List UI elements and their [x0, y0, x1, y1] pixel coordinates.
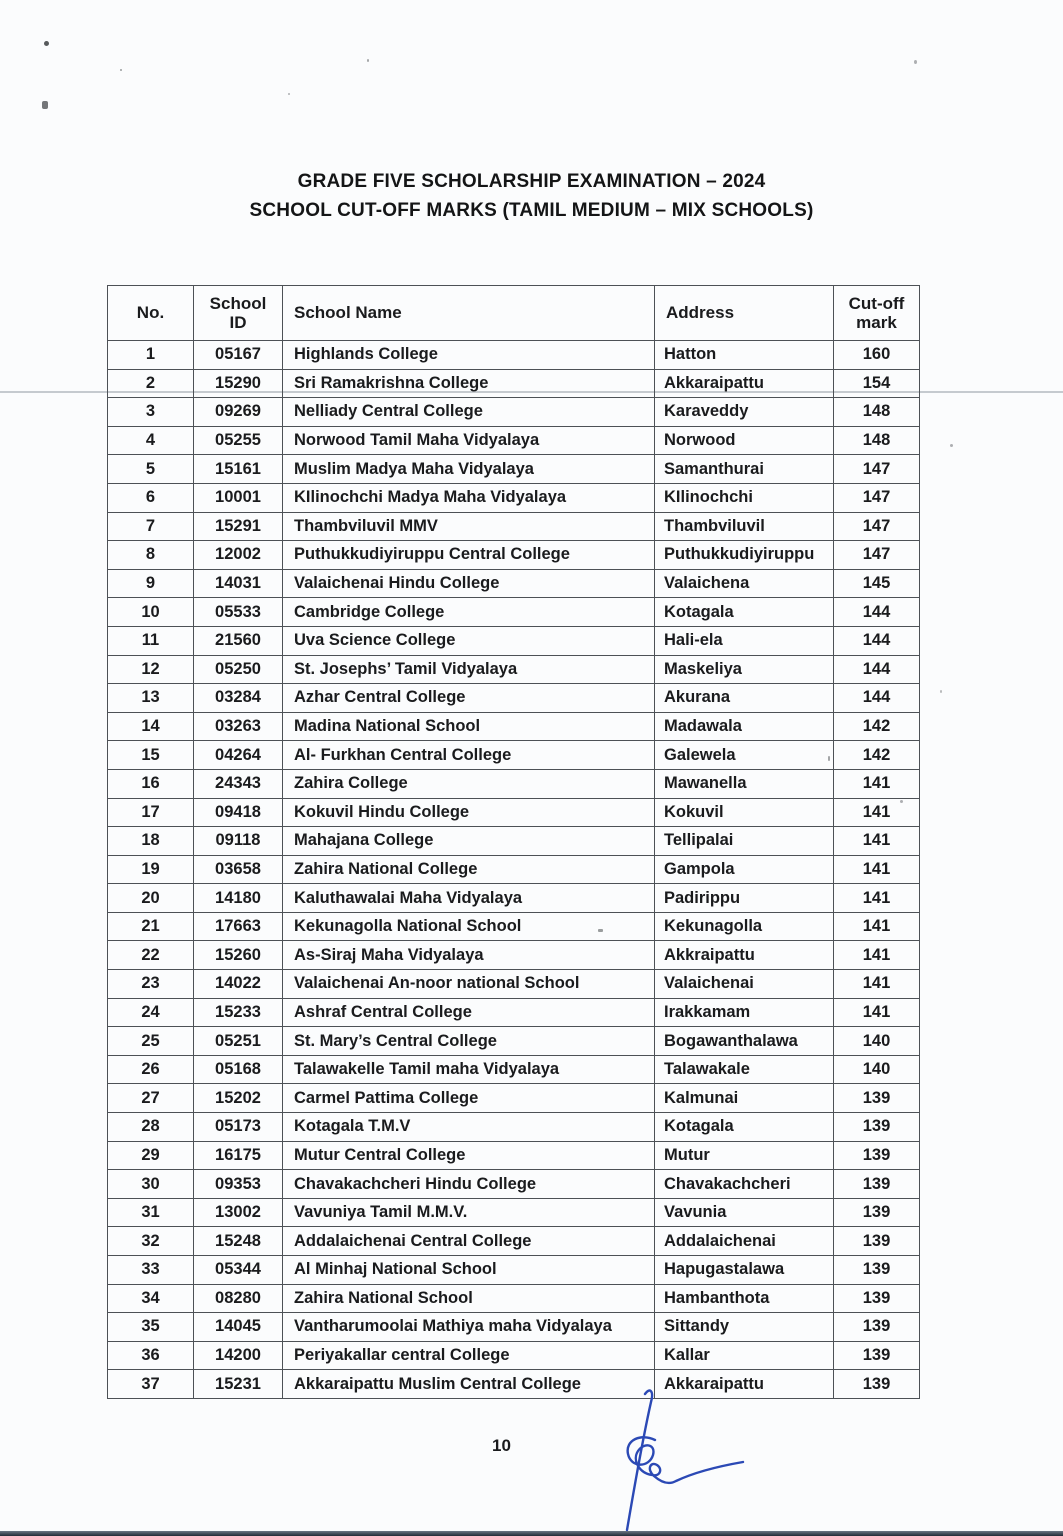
- cell-address: Akkraipattu: [655, 941, 834, 970]
- cell-no: 21: [108, 912, 194, 941]
- cell-cutoff-mark: 139: [834, 1284, 920, 1313]
- cell-school-id: 14180: [194, 884, 283, 913]
- cell-school-id: 09353: [194, 1170, 283, 1199]
- table-row: [108, 1113, 920, 1142]
- cell-school-id: 15260: [194, 941, 283, 970]
- cell-no: 23: [108, 970, 194, 999]
- cell-address: Hapugastalawa: [655, 1256, 834, 1285]
- scan-edge-bar: [0, 1531, 1063, 1536]
- cell-school-name: Mahajana College: [283, 827, 655, 856]
- cell-cutoff-mark: 139: [834, 1341, 920, 1370]
- cell-no: 32: [108, 1227, 194, 1256]
- header-cutoff-mark: Cut-off mark: [834, 286, 920, 341]
- cell-school-name: Cambridge College: [283, 598, 655, 627]
- cell-school-name: Azhar Central College: [283, 684, 655, 713]
- cell-cutoff-mark: 141: [834, 884, 920, 913]
- header-school-id: School ID: [194, 286, 283, 341]
- cell-address: Chavakachcheri: [655, 1170, 834, 1199]
- cell-address: Norwood: [655, 426, 834, 455]
- cell-school-id: 14200: [194, 1341, 283, 1370]
- cell-no: 19: [108, 855, 194, 884]
- cell-no: 33: [108, 1256, 194, 1285]
- cell-school-name: St. Josephs’ Tamil Vidyalaya: [283, 655, 655, 684]
- cell-school-name: Puthukkudiyiruppu Central College: [283, 541, 655, 570]
- cell-no: 3: [108, 398, 194, 427]
- cutoff-marks-table: [107, 285, 920, 1399]
- cell-address: Samanthurai: [655, 455, 834, 484]
- cell-school-id: 21560: [194, 626, 283, 655]
- table-row: [108, 1084, 920, 1113]
- cell-address: Hali-ela: [655, 626, 834, 655]
- cell-school-name: Akkaraipattu Muslim Central College: [283, 1370, 655, 1399]
- cell-school-id: 10001: [194, 483, 283, 512]
- cell-school-id: 14022: [194, 970, 283, 999]
- cell-school-id: 15233: [194, 998, 283, 1027]
- cell-cutoff-mark: 141: [834, 798, 920, 827]
- table-row: [108, 855, 920, 884]
- cell-no: 37: [108, 1370, 194, 1399]
- cell-cutoff-mark: 141: [834, 912, 920, 941]
- cell-school-id: 03658: [194, 855, 283, 884]
- cell-address: Valaichena: [655, 569, 834, 598]
- document-subtitle: SCHOOL CUT-OFF MARKS (TAMIL MEDIUM – MIX SCHOOLS): [249, 200, 814, 221]
- cell-address: KIlinochchi: [655, 483, 834, 512]
- table-row: [108, 1341, 920, 1370]
- table-row: [108, 998, 920, 1027]
- cell-address: Padirippu: [655, 884, 834, 913]
- page-number: 10: [492, 1436, 511, 1455]
- table-row: [108, 741, 920, 770]
- cell-school-id: 15161: [194, 455, 283, 484]
- table-row: [108, 1256, 920, 1285]
- cell-no: 26: [108, 1055, 194, 1084]
- table-body: [108, 341, 920, 1399]
- cell-school-id: 17663: [194, 912, 283, 941]
- table-row: [108, 684, 920, 713]
- cell-no: 31: [108, 1198, 194, 1227]
- cell-cutoff-mark: 144: [834, 626, 920, 655]
- cell-school-name: Addalaichenai Central College: [283, 1227, 655, 1256]
- cell-school-id: 09418: [194, 798, 283, 827]
- cell-school-id: 05255: [194, 426, 283, 455]
- scan-speck: [288, 93, 290, 95]
- table-row: [108, 541, 920, 570]
- table-row: [108, 1313, 920, 1342]
- cell-no: 4: [108, 426, 194, 455]
- table-row: [108, 798, 920, 827]
- cell-school-name: Norwood Tamil Maha Vidyalaya: [283, 426, 655, 455]
- cell-no: 20: [108, 884, 194, 913]
- cell-address: Addalaichenai: [655, 1227, 834, 1256]
- table-row: [108, 655, 920, 684]
- cell-school-id: 05168: [194, 1055, 283, 1084]
- cell-school-name: Valaichenai An-noor national School: [283, 970, 655, 999]
- cell-school-id: 03284: [194, 684, 283, 713]
- cell-school-name: Al Minhaj National School: [283, 1256, 655, 1285]
- cell-cutoff-mark: 147: [834, 512, 920, 541]
- cell-no: 28: [108, 1113, 194, 1142]
- cell-school-name: KIlinochchi Madya Maha Vidyalaya: [283, 483, 655, 512]
- cell-school-name: As-Siraj Maha Vidyalaya: [283, 941, 655, 970]
- cell-no: 24: [108, 998, 194, 1027]
- cell-no: 36: [108, 1341, 194, 1370]
- cell-address: Mutur: [655, 1141, 834, 1170]
- cell-school-id: 14045: [194, 1313, 283, 1342]
- cell-school-name: Zahira National College: [283, 855, 655, 884]
- cell-cutoff-mark: 147: [834, 455, 920, 484]
- cell-address: Madawala: [655, 712, 834, 741]
- cell-school-name: Kaluthawalai Maha Vidyalaya: [283, 884, 655, 913]
- cell-address: Akkaraipattu: [655, 369, 834, 398]
- table-row: [108, 970, 920, 999]
- cell-school-id: 05250: [194, 655, 283, 684]
- table-row: [108, 1227, 920, 1256]
- cell-no: 8: [108, 541, 194, 570]
- cell-address: Valaichenai: [655, 970, 834, 999]
- cell-school-id: 09269: [194, 398, 283, 427]
- cell-cutoff-mark: 142: [834, 741, 920, 770]
- cell-address: Puthukkudiyiruppu: [655, 541, 834, 570]
- table-row: [108, 912, 920, 941]
- cell-address: Irakkamam: [655, 998, 834, 1027]
- cell-address: Kalmunai: [655, 1084, 834, 1113]
- scan-speck: [900, 800, 903, 803]
- cell-school-name: Zahira National School: [283, 1284, 655, 1313]
- cell-address: Mawanella: [655, 769, 834, 798]
- cell-cutoff-mark: 144: [834, 598, 920, 627]
- cell-cutoff-mark: 145: [834, 569, 920, 598]
- cell-cutoff-mark: 141: [834, 941, 920, 970]
- cell-cutoff-mark: 141: [834, 998, 920, 1027]
- scan-speck: [598, 929, 603, 932]
- header-school-name: School Name: [283, 286, 655, 341]
- cell-school-name: Madina National School: [283, 712, 655, 741]
- cell-school-id: 05533: [194, 598, 283, 627]
- cell-school-name: Talawakelle Tamil maha Vidyalaya: [283, 1055, 655, 1084]
- table-row: [108, 626, 920, 655]
- cell-no: 10: [108, 598, 194, 627]
- cell-address: Akkaraipattu: [655, 1370, 834, 1399]
- cell-school-name: Kokuvil Hindu College: [283, 798, 655, 827]
- cell-no: 14: [108, 712, 194, 741]
- cell-school-name: Vantharumoolai Mathiya maha Vidyalaya: [283, 1313, 655, 1342]
- table-row: [108, 941, 920, 970]
- cell-school-id: 15248: [194, 1227, 283, 1256]
- cell-cutoff-mark: 139: [834, 1313, 920, 1342]
- scan-speck: [950, 444, 953, 447]
- cell-no: 1: [108, 341, 194, 370]
- table-row: [108, 426, 920, 455]
- cell-address: Bogawanthalawa: [655, 1027, 834, 1056]
- signature-stroke-flourish: [628, 1437, 743, 1483]
- cell-school-name: Periyakallar central College: [283, 1341, 655, 1370]
- cell-school-id: 03263: [194, 712, 283, 741]
- scan-speck: [44, 41, 49, 46]
- cell-school-id: 05173: [194, 1113, 283, 1142]
- cell-cutoff-mark: 141: [834, 769, 920, 798]
- scan-speck: [367, 59, 369, 62]
- cell-school-name: Chavakachcheri Hindu College: [283, 1170, 655, 1199]
- table-row: [108, 1198, 920, 1227]
- scan-speck: [120, 69, 122, 71]
- cell-no: 35: [108, 1313, 194, 1342]
- table-row: [108, 1027, 920, 1056]
- cell-no: 18: [108, 827, 194, 856]
- cell-cutoff-mark: 141: [834, 970, 920, 999]
- cell-no: 29: [108, 1141, 194, 1170]
- cell-school-name: Thambviluvil MMV: [283, 512, 655, 541]
- cell-cutoff-mark: 142: [834, 712, 920, 741]
- cell-address: Kokuvil: [655, 798, 834, 827]
- cell-no: 17: [108, 798, 194, 827]
- document-title: GRADE FIVE SCHOLARSHIP EXAMINATION – 2024: [297, 171, 766, 192]
- cell-no: 9: [108, 569, 194, 598]
- cell-cutoff-mark: 140: [834, 1055, 920, 1084]
- table-row: [108, 398, 920, 427]
- cell-address: Hambanthota: [655, 1284, 834, 1313]
- table-row: [108, 1141, 920, 1170]
- table-row: [108, 769, 920, 798]
- header-address: Address: [655, 286, 834, 341]
- signature: [555, 1378, 785, 1536]
- cell-no: 15: [108, 741, 194, 770]
- cell-school-id: 14031: [194, 569, 283, 598]
- cell-school-id: 05344: [194, 1256, 283, 1285]
- table-header: [108, 286, 920, 341]
- cell-no: 34: [108, 1284, 194, 1313]
- cell-school-name: Highlands College: [283, 341, 655, 370]
- cell-cutoff-mark: 139: [834, 1370, 920, 1399]
- cell-school-name: Al- Furkhan Central College: [283, 741, 655, 770]
- cell-school-id: 05251: [194, 1027, 283, 1056]
- cell-school-id: 24343: [194, 769, 283, 798]
- cell-school-name: Valaichenai Hindu College: [283, 569, 655, 598]
- cell-cutoff-mark: 139: [834, 1227, 920, 1256]
- cell-address: Karaveddy: [655, 398, 834, 427]
- scan-speck: [42, 101, 48, 109]
- table-row: [108, 712, 920, 741]
- cell-address: Hatton: [655, 341, 834, 370]
- cell-no: 7: [108, 512, 194, 541]
- cell-school-id: 12002: [194, 541, 283, 570]
- header-no: No.: [108, 286, 194, 341]
- cell-cutoff-mark: 147: [834, 541, 920, 570]
- cell-no: 27: [108, 1084, 194, 1113]
- cell-no: 6: [108, 483, 194, 512]
- scan-speck: [940, 690, 942, 693]
- cell-cutoff-mark: 139: [834, 1113, 920, 1142]
- cell-cutoff-mark: 148: [834, 426, 920, 455]
- cell-address: Sittandy: [655, 1313, 834, 1342]
- cell-address: Thambviluvil: [655, 512, 834, 541]
- cell-cutoff-mark: 148: [834, 398, 920, 427]
- cell-cutoff-mark: 141: [834, 827, 920, 856]
- cell-cutoff-mark: 154: [834, 369, 920, 398]
- cell-no: 13: [108, 684, 194, 713]
- table-header-row: [108, 286, 920, 341]
- cell-address: Gampola: [655, 855, 834, 884]
- cell-cutoff-mark: 139: [834, 1198, 920, 1227]
- cell-address: Talawakale: [655, 1055, 834, 1084]
- cell-cutoff-mark: 140: [834, 1027, 920, 1056]
- cell-school-id: 16175: [194, 1141, 283, 1170]
- table-row: [108, 1284, 920, 1313]
- cell-cutoff-mark: 139: [834, 1084, 920, 1113]
- cell-school-id: 13002: [194, 1198, 283, 1227]
- cell-address: Maskeliya: [655, 655, 834, 684]
- scan-speck: [914, 60, 917, 64]
- document-title-block: [0, 171, 1063, 222]
- cell-cutoff-mark: 139: [834, 1170, 920, 1199]
- cell-cutoff-mark: 160: [834, 341, 920, 370]
- cell-school-name: Sri Ramakrishna College: [283, 369, 655, 398]
- table-row: [108, 341, 920, 370]
- cell-school-id: 15291: [194, 512, 283, 541]
- cell-no: 2: [108, 369, 194, 398]
- cell-address: Tellipalai: [655, 827, 834, 856]
- cell-school-id: 09118: [194, 827, 283, 856]
- table-row: [108, 598, 920, 627]
- cell-address: Vavunia: [655, 1198, 834, 1227]
- table-row: [108, 512, 920, 541]
- cell-address: Galewela: [655, 741, 834, 770]
- cell-school-name: Muslim Madya Maha Vidyalaya: [283, 455, 655, 484]
- cell-cutoff-mark: 144: [834, 655, 920, 684]
- cell-cutoff-mark: 144: [834, 684, 920, 713]
- cell-school-name: Carmel Pattima College: [283, 1084, 655, 1113]
- cell-no: 11: [108, 626, 194, 655]
- scan-speck: [828, 756, 830, 761]
- table-row: [108, 569, 920, 598]
- cell-no: 30: [108, 1170, 194, 1199]
- cell-school-id: 15290: [194, 369, 283, 398]
- cell-address: Kotagala: [655, 598, 834, 627]
- cell-school-id: 05167: [194, 341, 283, 370]
- cell-school-name: Zahira College: [283, 769, 655, 798]
- cell-no: 22: [108, 941, 194, 970]
- table-row: [108, 827, 920, 856]
- table-row: [108, 369, 920, 398]
- table-row: [108, 1055, 920, 1084]
- cell-school-name: Kotagala T.M.V: [283, 1113, 655, 1142]
- table-row: [108, 1170, 920, 1199]
- table-row: [108, 1370, 920, 1399]
- cell-no: 12: [108, 655, 194, 684]
- cell-address: Kotagala: [655, 1113, 834, 1142]
- table-row: [108, 884, 920, 913]
- cell-school-name: Vavuniya Tamil M.M.V.: [283, 1198, 655, 1227]
- cell-school-name: Mutur Central College: [283, 1141, 655, 1170]
- cell-school-name: Uva Science College: [283, 626, 655, 655]
- cell-school-id: 08280: [194, 1284, 283, 1313]
- cell-cutoff-mark: 141: [834, 855, 920, 884]
- cell-school-name: Ashraf Central College: [283, 998, 655, 1027]
- table-row: [108, 483, 920, 512]
- cell-cutoff-mark: 139: [834, 1256, 920, 1285]
- cell-address: Akurana: [655, 684, 834, 713]
- cell-school-name: St. Mary’s Central College: [283, 1027, 655, 1056]
- cell-no: 25: [108, 1027, 194, 1056]
- cell-school-id: 04264: [194, 741, 283, 770]
- cell-cutoff-mark: 139: [834, 1141, 920, 1170]
- table-row: [108, 455, 920, 484]
- cell-school-name: Nelliady Central College: [283, 398, 655, 427]
- cell-school-name: Kekunagolla National School: [283, 912, 655, 941]
- cell-school-id: 15202: [194, 1084, 283, 1113]
- cell-address: Kallar: [655, 1341, 834, 1370]
- cell-no: 5: [108, 455, 194, 484]
- cell-no: 16: [108, 769, 194, 798]
- cell-cutoff-mark: 147: [834, 483, 920, 512]
- cell-address: Kekunagolla: [655, 912, 834, 941]
- cell-school-id: 15231: [194, 1370, 283, 1399]
